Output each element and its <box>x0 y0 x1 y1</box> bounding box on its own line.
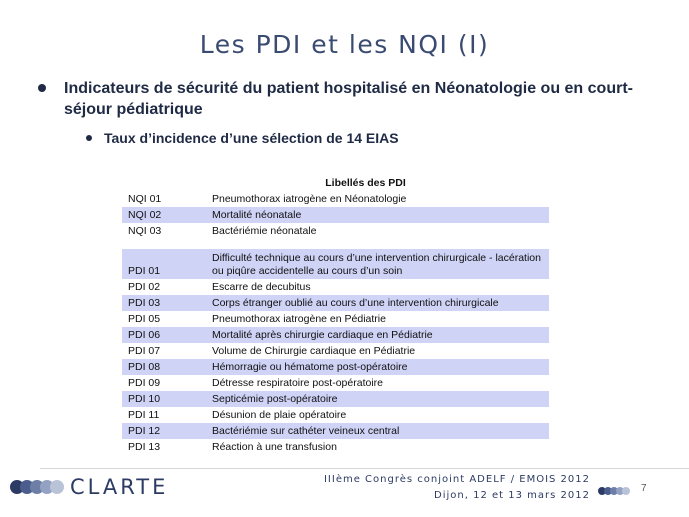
table-row <box>122 311 549 327</box>
row-label: Mortalité néonatale <box>212 209 302 221</box>
row-code: PDI 12 <box>128 425 161 437</box>
page-number: 7 <box>641 483 647 494</box>
bullet-sub <box>86 130 586 146</box>
small-logo-icon <box>598 485 638 497</box>
row-code: PDI 05 <box>128 313 161 325</box>
table-row <box>122 439 549 455</box>
bullet-main <box>38 78 638 120</box>
row-label: Difficulté technique au cours d’une intervention chirurgicale - lacération ou piqûre accidentelle au cours d’un soin <box>212 252 541 277</box>
footer-location-date: Dijon, 12 et 13 mars 2012 <box>434 490 590 501</box>
logo-circle-icon <box>622 487 630 495</box>
row-code: PDI 11 <box>128 409 160 421</box>
row-label: Mortalité après chirurgie cardiaque en Pédiatrie <box>212 329 433 341</box>
footer-conference: IIIème Congrès conjoint ADELF / EMOIS 2012 <box>323 474 590 485</box>
bullet-main-text: Indicateurs de sécurité du patient hospitalisé en Néonatologie ou en court-séjour pédiatrique <box>64 80 633 118</box>
logo-text: CLARTE <box>70 475 169 499</box>
row-label: Désunion de plaie opératoire <box>212 409 347 421</box>
row-label: Détresse respiratoire post-opératoire <box>212 377 383 389</box>
row-code: NQI 01 <box>128 193 162 205</box>
row-code: PDI 02 <box>128 281 161 293</box>
row-label: Septicémie post-opératoire <box>212 393 338 405</box>
table-row <box>122 279 549 295</box>
table-row <box>122 327 549 343</box>
footer-divider <box>40 468 689 469</box>
row-code: PDI 07 <box>128 345 161 357</box>
table-row <box>122 249 549 279</box>
row-label: Corps étranger oublié au cours d’une intervention chirurgicale <box>212 297 499 309</box>
row-label: Bactériémie néonatale <box>212 225 317 237</box>
table-row <box>122 295 549 311</box>
row-label: Hémorragie ou hématome post-opératoire <box>212 361 408 373</box>
table-row <box>122 207 549 223</box>
row-code: PDI 09 <box>128 377 161 389</box>
table-row <box>122 407 549 423</box>
table-row <box>122 375 549 391</box>
row-code: PDI 13 <box>128 441 161 453</box>
table-header: Libellés des PDI <box>325 177 406 189</box>
bullet-dot-icon <box>38 84 46 92</box>
row-label: Pneumothorax iatrogène en Pédiatrie <box>212 313 386 325</box>
row-code: PDI 08 <box>128 361 161 373</box>
row-code: NQI 02 <box>128 209 162 221</box>
table-row <box>122 423 549 439</box>
row-label: Pneumothorax iatrogène en Néonatologie <box>212 193 407 205</box>
row-code: PDI 03 <box>128 297 161 309</box>
row-code: NQI 03 <box>128 225 162 237</box>
table-row <box>122 191 549 207</box>
row-code: PDI 01 <box>128 265 161 277</box>
row-code: PDI 06 <box>128 329 161 341</box>
table-row <box>122 343 549 359</box>
table-row <box>122 359 549 375</box>
row-label: Bactériémie sur cathéter veineux central <box>212 425 400 437</box>
slide-title: Les PDI et les NQI (I) <box>199 30 490 59</box>
clarte-logo <box>10 474 190 508</box>
bullet-sub-text: Taux d’incidence d’une sélection de 14 EIAS <box>104 130 399 146</box>
row-label: Réaction à une transfusion <box>212 441 337 453</box>
row-label: Volume de Chirurgie cardiaque en Pédiatrie <box>212 345 416 357</box>
bullet-dot-icon <box>86 135 92 141</box>
table-row <box>122 223 549 239</box>
logo-circle-icon <box>50 480 64 494</box>
table-row <box>122 391 549 407</box>
row-label: Escarre de decubitus <box>212 281 311 293</box>
row-code: PDI 10 <box>128 393 161 405</box>
pdi-table <box>122 175 549 455</box>
